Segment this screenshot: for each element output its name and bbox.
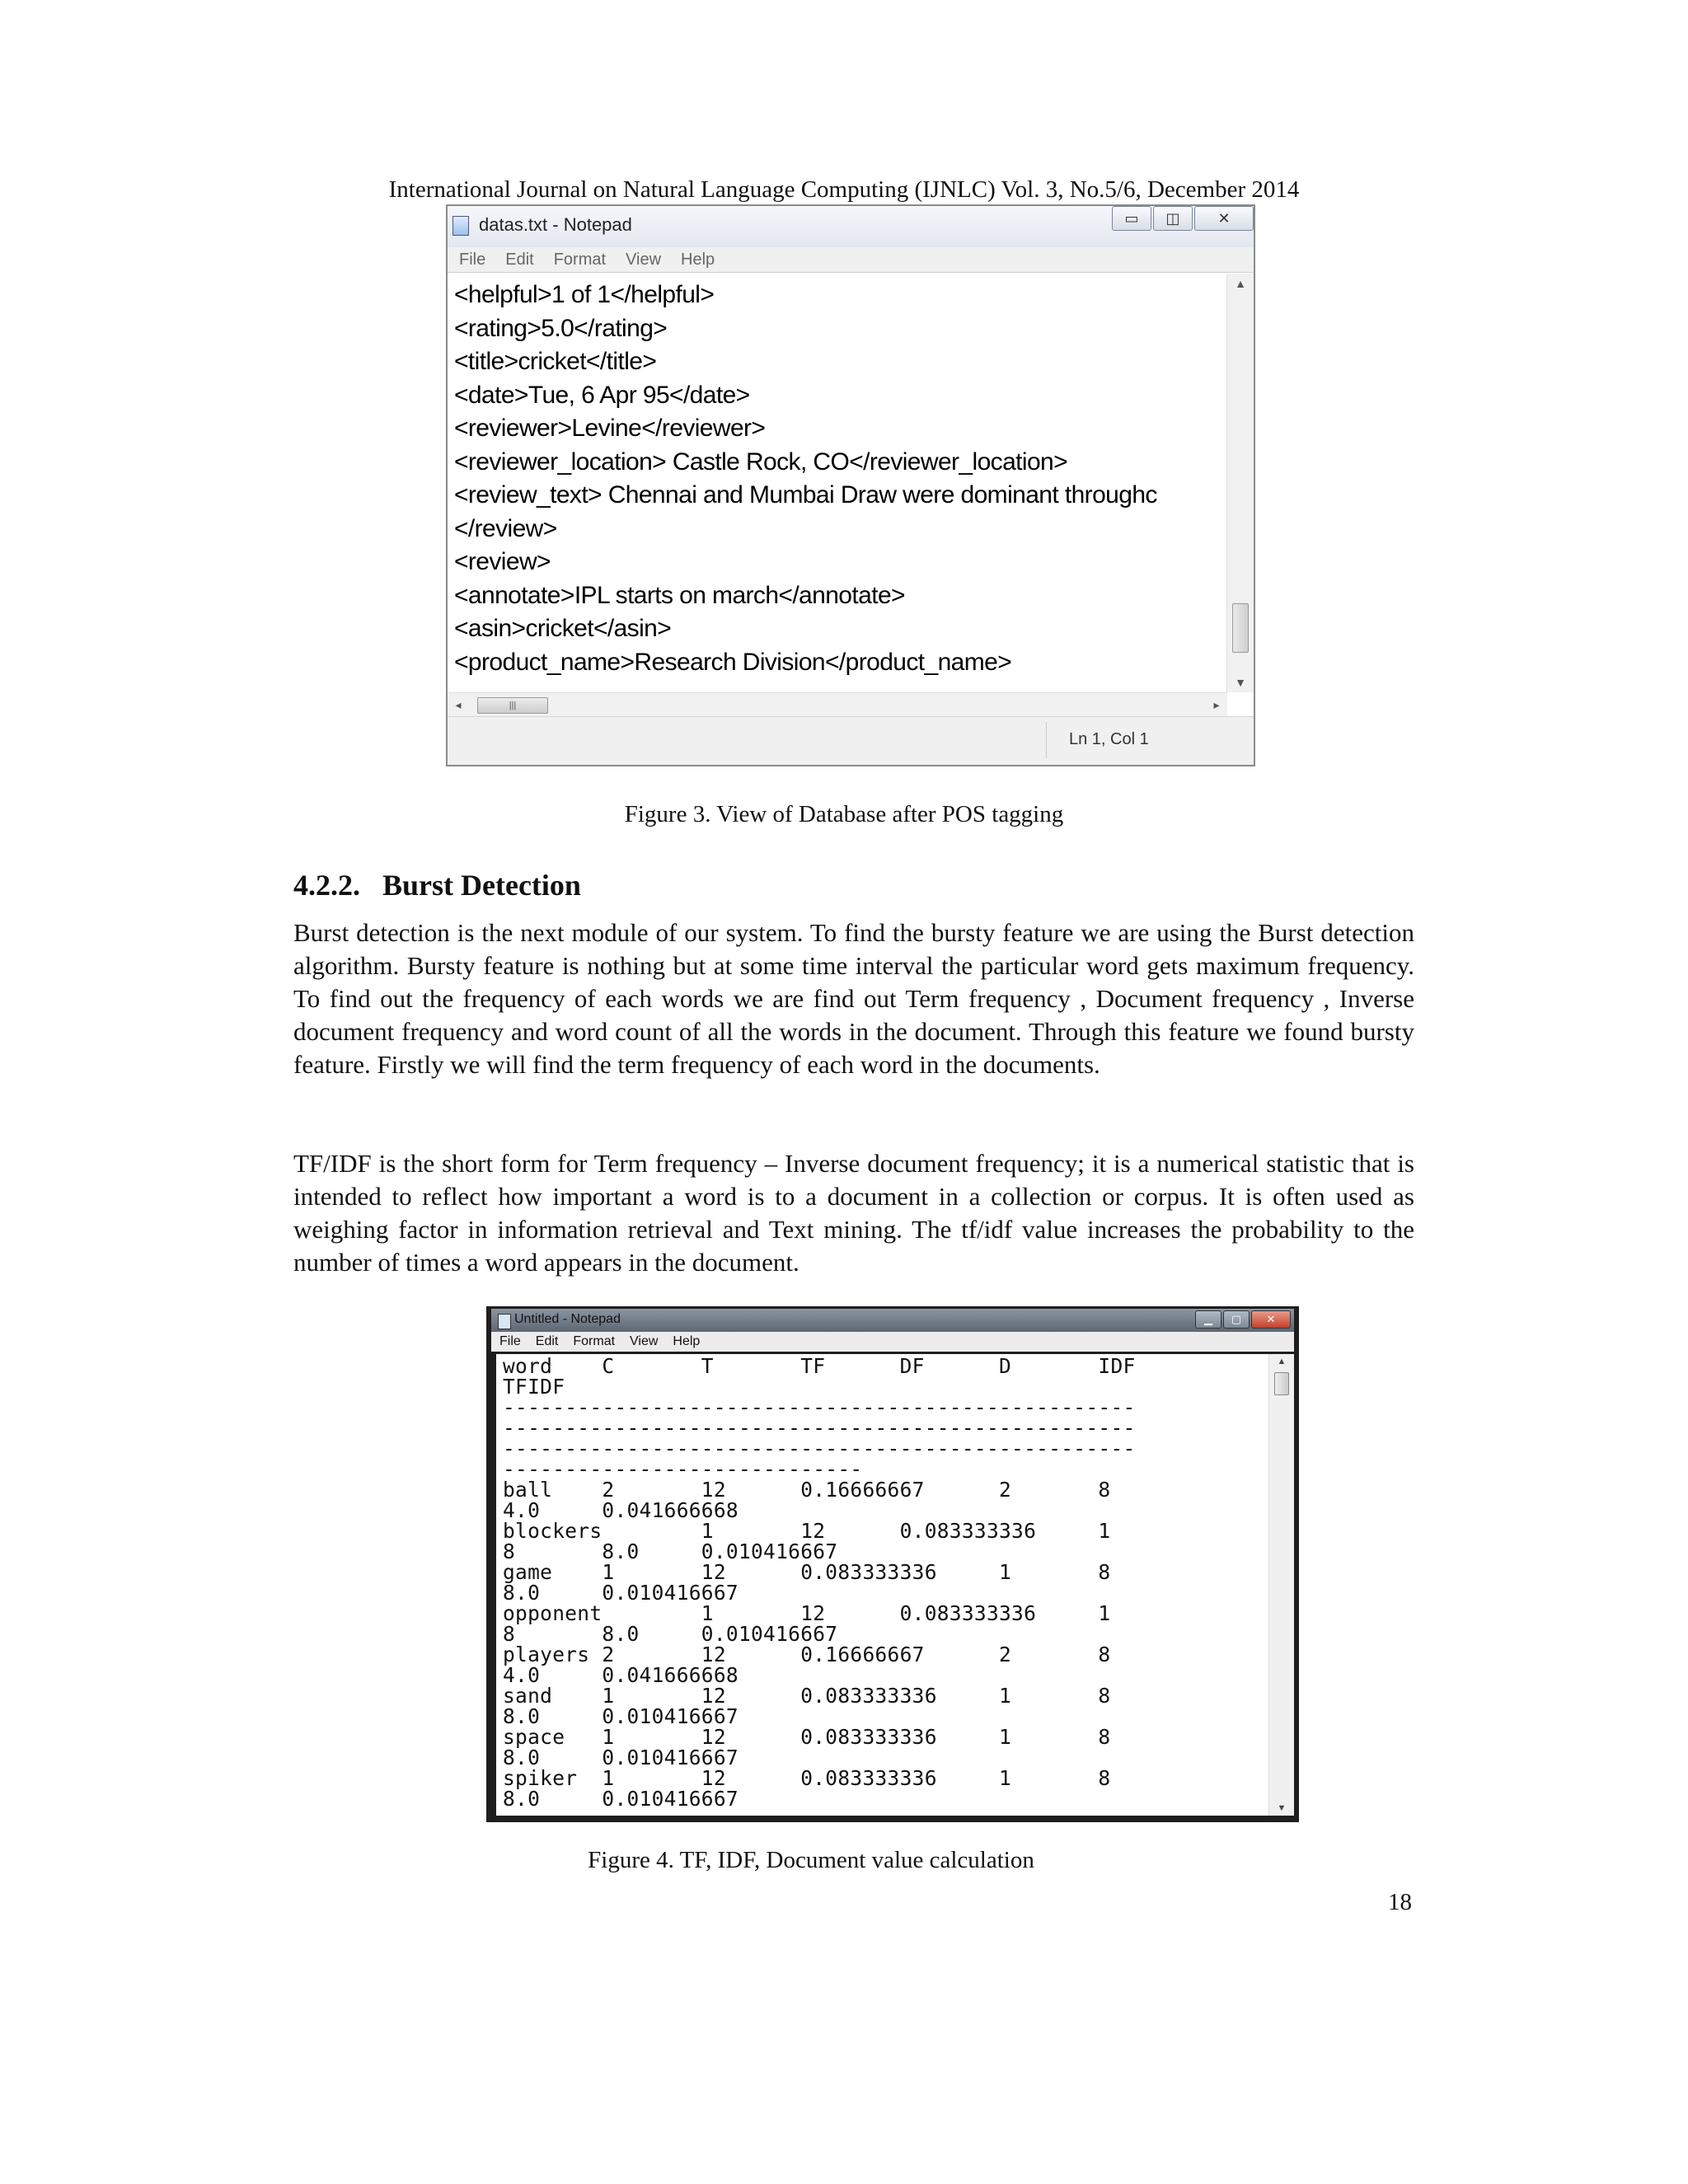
figure3-titlebar (448, 206, 1254, 247)
cursor-position: Ln 1, Col 1 (1069, 730, 1149, 748)
menu-format: Format (573, 1334, 616, 1348)
menu-view: View (630, 1334, 659, 1348)
section-heading (293, 867, 581, 903)
figure4-text-content (496, 1354, 1269, 1816)
text-line: <product_name>Research Division</product_name> (454, 648, 1012, 676)
close-icon: ✕ (1194, 206, 1254, 231)
maximize-icon: ◫ (1153, 206, 1193, 231)
scroll-left-icon: ◂ (455, 698, 462, 711)
figure3-window-title: datas.txt - Notepad (479, 214, 632, 235)
text-line: <asin>cricket</asin> (454, 615, 672, 642)
paragraph-tfidf: TF/IDF is the short form for Term frequency – Inverse document frequency; it is a numerical statistic that is intended to reflect how important a word is to a document in a collection or corpus. It is often used as weighing factor in information retrieval and Text mining. The tf/idf value increases the probability to the number of times a word appears in the document. (293, 1149, 1414, 1277)
page-number: 18 (1388, 1889, 1412, 1915)
text-line: </review> (454, 514, 557, 542)
text-line: <review> (454, 548, 551, 575)
menu-file: File (499, 1334, 521, 1348)
maximize-icon: ▢ (1223, 1310, 1250, 1329)
figure3-caption: Figure 3. View of Database after POS tagging (624, 801, 1064, 827)
section-number: 4.2.2. (293, 869, 360, 902)
scroll-thumb (1274, 1372, 1289, 1395)
figure4-window-controls (1195, 1310, 1291, 1329)
menu-help: Help (673, 1334, 701, 1348)
text-line: <reviewer_location> Castle Rock, CO</reviewer_location> (454, 448, 1068, 476)
figure4-menubar (491, 1332, 1294, 1352)
figure4-caption: Figure 4. TF, IDF, Document value calculation (588, 1847, 1034, 1873)
text-line: <reviewer>Levine</reviewer> (454, 415, 766, 442)
menu-help: Help (681, 250, 715, 269)
scroll-up-icon: ▲ (1277, 1357, 1287, 1366)
figure3-statusbar (448, 716, 1254, 765)
figure4-vertical-scrollbar (1268, 1354, 1294, 1816)
notepad-document-icon (498, 1314, 511, 1329)
figure3-menubar (448, 247, 1254, 273)
paragraph-burst-detection: Burst detection is the next module of our system. To find the bursty feature we are using the Burst detection algorithm. Bursty feature is nothing but at some time interval the particular word gets maximum frequency. To find out the frequency of each words we are find out Term frequency , Document frequency , Inverse document frequency and word count of all the words in the document. Through this feature we found bursty feature. Firstly we will find the term frequency of each word in the documents. (293, 918, 1414, 1079)
figure3-text-content (449, 275, 1229, 691)
figure3-window-controls (1110, 206, 1254, 232)
text-line: <rating>5.0</rating> (454, 314, 668, 342)
running-header: International Journal on Natural Language Computing (IJNLC) Vol. 3, No.5/6, December 2014 (388, 176, 1300, 203)
scroll-right-icon: ▸ (1213, 698, 1220, 711)
text-line: <review_text> Chennai and Mumbai Draw were dominant throughc (454, 481, 1157, 509)
scroll-thumb-horizontal: ||| (477, 697, 548, 714)
menu-file: File (459, 250, 486, 269)
figure4-window-title: Untitled - Notepad (514, 1312, 621, 1326)
menu-format: Format (553, 250, 607, 269)
statusbar-divider (1046, 722, 1047, 758)
scroll-up-icon: ▲ (1235, 277, 1246, 290)
text-line: <helpful>1 of 1</helpful> (454, 281, 715, 308)
text-line: <title>cricket</title> (454, 348, 657, 375)
menu-view: View (626, 250, 662, 269)
tfidf-output-text: word C T TF DF D IDF TFIDF --------------------------------------------------- --------------------------------------------------- --------------------------------------------------- ----------------------------- ball 2 12 0.16666667 2 8 4.0 0.041666668 blockers 1 12 0.083333336 1 8 8.0 0.010416667 game 1 12 0.083333336 1 8 8.0 0.010416667 opponent 1 12 0.083333336 1 8 8.0 0.010416667 players 2 12 0.16666667 2 8 4.0 0.041666668 sand 1 12 0.083333336 1 8 8.0 0.010416667 space 1 12 0.083333336 1 8 8.0 0.010416667 spiker 1 12 0.083333336 1 8 8.0 0.010416667 (503, 1354, 1136, 1811)
figure4-titlebar (491, 1309, 1294, 1332)
figure4-notepad-window (486, 1306, 1299, 1822)
figure3-horizontal-scrollbar (448, 692, 1227, 716)
scroll-thumb (1232, 603, 1249, 653)
figure3-notepad-window (446, 204, 1255, 766)
text-line: <date>Tue, 6 Apr 95</date> (454, 381, 750, 409)
section-title: Burst Detection (382, 869, 581, 902)
minimize-icon: ▁ (1195, 1310, 1221, 1329)
minimize-icon: ▭ (1112, 206, 1151, 231)
figure3-vertical-scrollbar (1226, 274, 1254, 692)
scroll-down-icon: ▼ (1235, 676, 1246, 689)
text-line: <annotate>IPL starts on march</annotate> (454, 581, 905, 609)
notepad-document-icon (452, 216, 469, 236)
scroll-down-icon: ▼ (1277, 1803, 1287, 1813)
close-icon: ✕ (1251, 1310, 1291, 1329)
menu-edit: Edit (505, 250, 534, 269)
menu-edit: Edit (535, 1334, 559, 1348)
